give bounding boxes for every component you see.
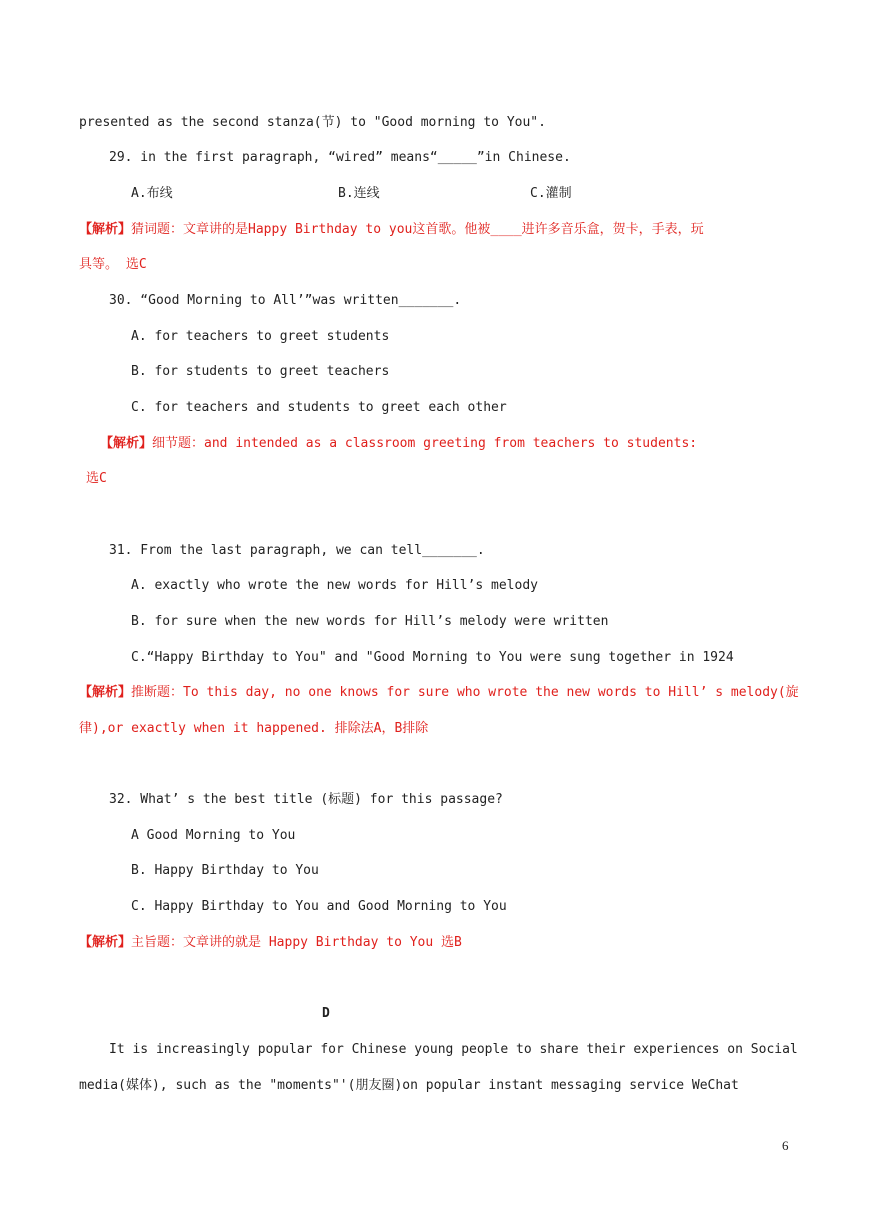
q29-analysis xyxy=(79,221,704,239)
q32-option-a: A Good Morning to You xyxy=(131,828,296,843)
analysis-text: 猜词题：文章讲的是Happy Birthday to you这首歌。他被____进许多音乐盒，贺卡，手表，玩 xyxy=(131,222,704,237)
q31-option-c: C.“Happy Birthday to You" and "Good Morning to You were sung together in 1924 xyxy=(131,650,734,665)
page-number: 6 xyxy=(782,1138,789,1153)
analysis-tag: 【解析】 xyxy=(79,685,132,700)
analysis-text: 推断题：To this day, no one knows for sure who wrote the new words to Hill’ s melody(旋 xyxy=(131,685,799,700)
q30-option-a: A. for teachers to greet students xyxy=(131,329,390,344)
q30-analysis-cont: 选C xyxy=(86,471,107,486)
question-31: 31. From the last paragraph, we can tell_______. xyxy=(109,543,485,558)
section-heading: D xyxy=(322,1006,330,1021)
analysis-tag: 【解析】 xyxy=(100,436,153,451)
question-32: 32. What’ s the best title (标题) for this passage? xyxy=(109,792,503,807)
q32-option-b: B. Happy Birthday to You xyxy=(131,863,319,878)
passage-line: media(媒体), such as the "moments"'(朋友圈)on popular instant messaging service WeChat xyxy=(79,1078,739,1093)
q29-option-c: C.灌制 xyxy=(530,186,572,201)
question-30: 30. “Good Morning to All’”was written_______. xyxy=(109,293,462,308)
q31-option-a: A. exactly who wrote the new words for Hill’s melody xyxy=(131,578,538,593)
q32-analysis xyxy=(79,934,462,952)
q29-option-a: A.布线 xyxy=(131,186,173,201)
q31-option-b: B. for sure when the new words for Hill’s melody were written xyxy=(131,614,609,629)
passage-line: It is increasingly popular for Chinese young people to share their experiences on Social xyxy=(109,1042,798,1057)
q29-analysis-cont: 具等。 选C xyxy=(79,257,147,272)
q31-analysis xyxy=(79,684,799,702)
analysis-tag: 【解析】 xyxy=(79,222,132,237)
intro-line: presented as the second stanza(节) to "Good morning to You". xyxy=(79,115,546,130)
q30-analysis xyxy=(100,435,697,453)
analysis-text: 主旨题：文章讲的就是 Happy Birthday to You 选B xyxy=(131,935,462,950)
q31-analysis-cont: 律),or exactly when it happened. 排除法A，B排除 xyxy=(79,721,429,736)
q30-option-c: C. for teachers and students to greet each other xyxy=(131,400,507,415)
question-29: 29. in the first paragraph, “wired” means“_____”in Chinese. xyxy=(109,150,571,165)
q30-option-b: B. for students to greet teachers xyxy=(131,364,390,379)
analysis-text: 细节题：and intended as a classroom greeting from teachers to students: xyxy=(152,436,698,451)
q32-option-c: C. Happy Birthday to You and Good Morning to You xyxy=(131,899,507,914)
analysis-tag: 【解析】 xyxy=(79,935,132,950)
q29-option-b: B.连线 xyxy=(338,186,380,201)
